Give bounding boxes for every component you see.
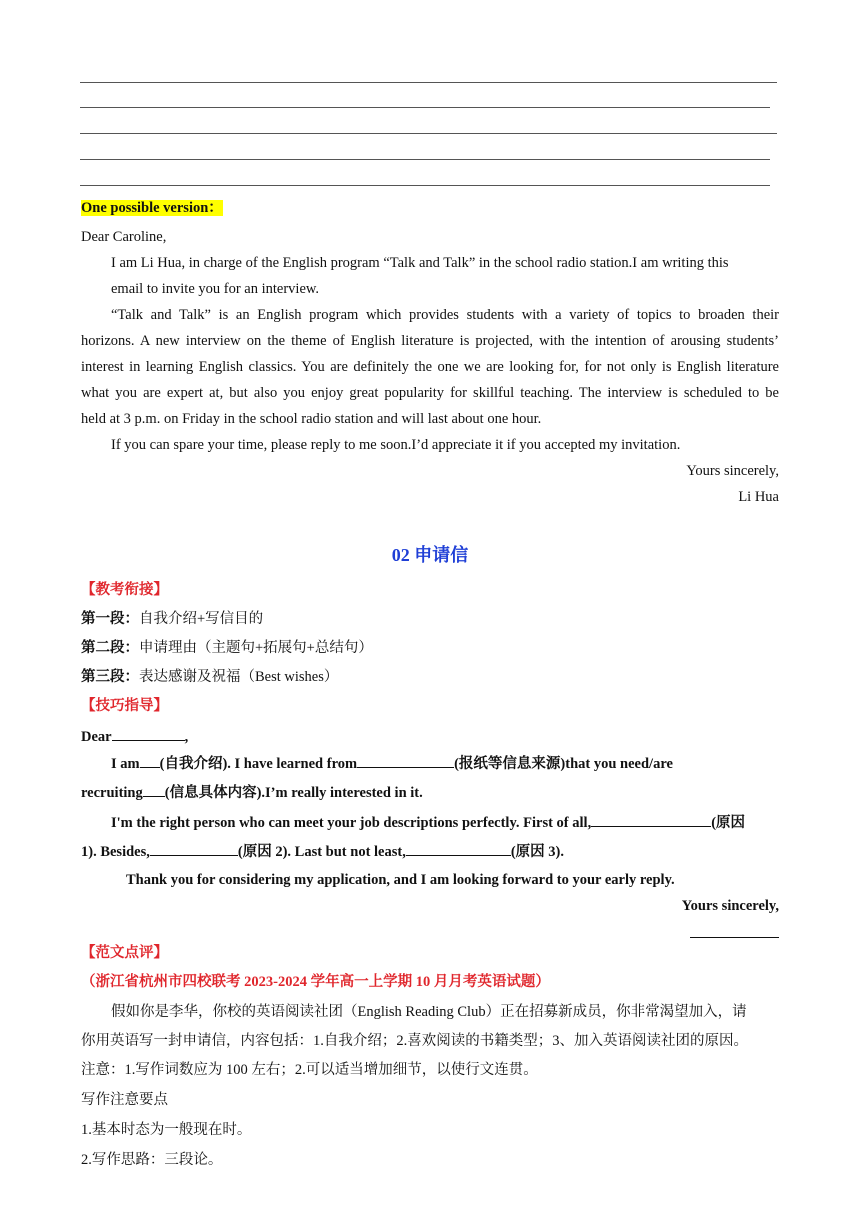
point-item: 1.基本时态为一般现在时。 [81, 1122, 252, 1138]
points-title: 写作注意要点 [81, 1092, 168, 1108]
template-greeting [81, 726, 188, 747]
email-text-line: email to invite you for an interview. [111, 281, 320, 297]
template-line [111, 753, 673, 774]
template-line: Thank you for considering my application, and I am looking forward to your early reply. [126, 872, 675, 888]
email-closing: Yours sincerely, [686, 463, 779, 479]
template-text: (自我介绍). I have learned from [159, 756, 358, 772]
outline-label: 第二段： [81, 640, 139, 656]
review-source: （浙江省杭州市四校联考 2023-2024 学年高一上学期 10 月月考英语试题） [81, 974, 550, 990]
outline-para-3 [81, 667, 338, 687]
outline-label: 第三段： [81, 669, 139, 685]
template-closing: Yours sincerely, [681, 898, 779, 914]
template-text: (信息具体内容).I’m really interested in it. [164, 785, 423, 801]
blank-line [406, 841, 511, 856]
email-text-line: I am Li Hua, in charge of the English program “Talk and Talk” in the school radio station.I am writing this [111, 255, 729, 271]
question-line: 注意：1.写作词数应为 100 左右；2.可以适当增加细节，以使行文连贯。 [81, 1062, 538, 1078]
template-text: 1). Besides, [81, 844, 150, 860]
outline-para-1 [81, 609, 263, 629]
outline-text: 表达感谢及祝福（Best wishes） [139, 669, 339, 685]
blank-line [112, 726, 185, 741]
blank-line [143, 782, 165, 797]
email-text-line: what you are expert at, but also you enjoy great popularity for skillful teaching. The interview is scheduled to be [81, 385, 779, 401]
email-signature: Li Hua [738, 489, 779, 505]
blank-line [357, 753, 454, 768]
outline-label: 第一段： [81, 611, 139, 627]
sample-heading-text: One possible version： [81, 200, 223, 216]
answer-line [80, 107, 770, 108]
answer-line [80, 82, 777, 83]
answer-line [80, 159, 770, 160]
email-text-line: interest in learning English classics. You are definitely the one we are looking for, for not only is English literature [81, 359, 779, 375]
outline-para-2 [81, 638, 373, 658]
email-text-line: horizons. A new interview on the theme of English literature is projected, with the intention of arousing students’ [81, 333, 779, 349]
outline-text: 自我介绍+写信目的 [139, 611, 264, 627]
signature-blank-line [690, 937, 779, 938]
template-text: (原因 2). Last but not least, [237, 844, 406, 860]
blank-line [150, 841, 238, 856]
question-line: 假如你是李华，你校的英语阅读社团（English Reading Club）正在招募新成员，你非常渴望加入，请 [111, 1004, 747, 1020]
sample-heading [81, 198, 223, 218]
template-text: I'm the right person who can meet your job descriptions perfectly. First of all, [111, 815, 592, 831]
blank-line [591, 812, 711, 827]
review-heading: 【范文点评】 [81, 945, 168, 961]
question-line: 你用英语写一封申请信，内容包括：1.自我介绍；2.喜欢阅读的书籍类型；3、加入英语阅读社团的原因。 [81, 1033, 748, 1049]
outline-text: 申请理由（主题句+拓展句+总结句） [139, 640, 373, 656]
email-text-line: “Talk and Talk” is an English program which provides students with a variety of topics to broaden their [111, 307, 779, 323]
answer-line [80, 133, 777, 134]
section-title: 02 申请信 [391, 545, 469, 565]
template-text: (原因 3). [510, 844, 565, 860]
template-line [111, 812, 745, 833]
template-text: recruiting [81, 785, 143, 801]
template-text: (原因 [711, 815, 746, 831]
template-line [81, 841, 564, 862]
template-dear: Dear [81, 729, 112, 745]
email-salutation: Dear Caroline, [81, 229, 167, 245]
point-item: 2.写作思路：三段论。 [81, 1152, 223, 1168]
connect-heading: 【教考衔接】 [81, 582, 168, 598]
email-text-line: If you can spare your time, please reply to me soon.I’d appreciate it if you accepted my invitation. [111, 437, 681, 453]
blank-line [140, 753, 160, 768]
template-comma: , [184, 729, 189, 745]
answer-line [80, 185, 770, 186]
template-text: I am [111, 756, 140, 772]
template-line [81, 782, 423, 803]
template-text: (报纸等信息来源)that you need/are [454, 756, 673, 772]
email-text-line: held at 3 p.m. on Friday in the school radio station and will last about one hour. [81, 411, 542, 427]
skill-heading: 【技巧指导】 [81, 698, 168, 714]
